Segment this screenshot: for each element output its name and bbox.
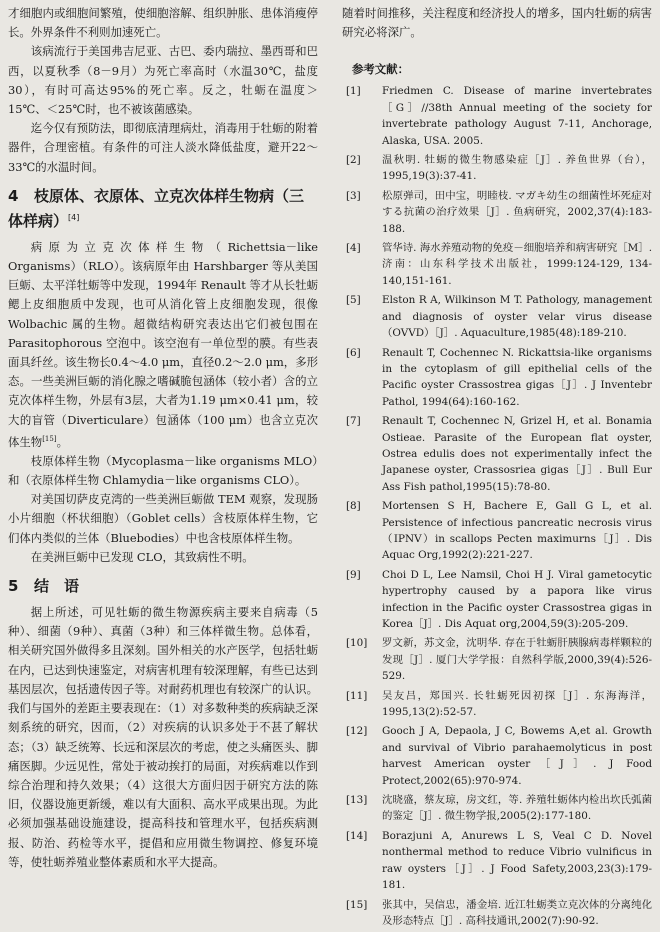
paragraph — [8, 238, 318, 452]
reference-text: 罗文新，苏文金，沈明华. 存在于牡蛎肝胰腺病毒样颗粒的发现［J］. 厦门大学学报：自然科学版,2000,39(4):526-529. — [382, 637, 652, 683]
paragraph-text: 。 — [56, 434, 68, 449]
reference-item — [342, 152, 652, 185]
reference-text: Elston R A, Wilkinson M T. Pathology, management and diagnosis of oyster velar virus disease（OVVD）［J］. Aquaculture,1985(48):189-210. — [382, 294, 652, 340]
reference-number: [4] — [346, 242, 361, 255]
references-title: 参考文献： — [352, 62, 409, 77]
reference-number: [12] — [346, 725, 368, 738]
section-title: 结 语 — [34, 577, 80, 596]
paragraph: 才细胞内或细胞间繁殖，使细胞溶解、组织肿胀、患体消瘦停长。外界条件不利则加速死亡。 — [8, 6, 318, 40]
paragraph: 迄今仅有预防法，即彻底清理病灶，消毒用于牡蛎的附着器件，合理密植。有条件的可注人淡水降低盐度，避开22～33℃的水温时间。 — [8, 121, 318, 174]
left-column — [8, 4, 318, 872]
reference-number: [14] — [346, 829, 368, 842]
reference-text: 沈晓盛，蔡友琼，房文红，等. 养殖牡蛎体内检出坎氏弧菌的鉴定［J］. 微生物学报,2005(2):177-180. — [382, 794, 652, 823]
reference-item — [342, 498, 652, 564]
reference-item — [342, 345, 652, 411]
section-heading-4 — [8, 185, 318, 232]
reference-number: [7] — [346, 415, 361, 428]
reference-text: 张其中，吴信忠，潘金培. 近江牡蛎类立克次体的分离纯化及形态特点［J］. 高科技通讯,2002(7):90-92. — [382, 898, 652, 927]
reference-number: [6] — [346, 346, 361, 359]
section-number: 5 — [8, 577, 19, 596]
citation: [15] — [42, 434, 57, 443]
reference-text: 松原弹司，田中宝，明睦枝. マガキ幼生の细菌性坏死症对する抗菌の治疗效果［J］. 鱼病研究，2002,37(4):183-188. — [382, 189, 652, 235]
citation: [4] — [68, 212, 80, 222]
reference-item — [342, 83, 652, 149]
paragraph-text: 病原为立克次体样生物（Richettsia－like Organisms）（RLO）。该病原年由 Harshbarger 等从美国巨蛎、太平洋牡蛎等中发现，1994年 Renault 等才从长牡蛎鳃上皮细胞质中发现，也可从消化管上皮细胞发现，很像 Wolbachic 属的生物。超微结构研究表达出它们被包围在 Parasitophorous 空泡中。该空泡有一单位型的膜。有些表面具纤丝。该生物长0.4～4.0 μm，直径0.2～2.0 μm，多形态。一些美洲巨蛎的消化腺之嗜碱脆包涵体（较小者）含的立克次体样生物，外层有3层，大者为1.19 μm×0.41 μm，较大的盲管（Diverticulare）包涵体（100 μm）也含立克次体生物 — [8, 239, 318, 449]
paragraph: 随着时间推移，关注程度和经济投人的增多，国内牡蛎的病害研究必将深广。 — [342, 6, 652, 40]
reference-number: [5] — [346, 294, 361, 307]
reference-number: [1] — [346, 85, 361, 98]
reference-item — [342, 567, 652, 633]
section-number: 4 — [8, 186, 19, 205]
reference-number: [10] — [346, 637, 368, 650]
reference-item — [342, 188, 652, 237]
reference-item — [342, 688, 652, 721]
section-heading-5 — [8, 575, 318, 597]
reference-text: Friedmen C. Disease of marine invertebrates［G］//38th Annual meeting of the society for invertebrate pathology August 7-11, Anchorage, Alaska, USA. 2005. — [382, 85, 652, 147]
reference-number: [15] — [346, 898, 368, 911]
reference-number: [13] — [346, 794, 368, 807]
reference-item — [342, 240, 652, 289]
reference-text: Renault T, Cochennec N, Grizel H, et al. Bonamia Ostieae. Parasite of the European flat oyster, Ostrea edulis does not experimentally infect the Japanese oyster, Crassosriea gigas［J］. Bull Eur Ass Fish pathol,1995(15):78-80. — [382, 415, 652, 493]
reference-item — [342, 635, 652, 684]
reference-text: Renault T, Cochennec N. Rickattsia-like organisms in the cytoplasm of gill epithelial cells of the Pacific oyster Crassostrea gigas［J］. J Inventebr Pathol, 1994(64):160-162. — [382, 346, 652, 408]
reference-item — [342, 413, 652, 495]
reference-text: Mortensen S H, Bachere E, Gall G L, et al. Persistence of infectious pancreatic necrosis virus（IPNV）in scallops Pecten maximurns［J］. Dis Aquac Org,1992(2):221-227. — [382, 500, 652, 562]
right-column — [342, 4, 652, 932]
reference-item — [342, 723, 652, 789]
reference-text: 管华诗. 海水养殖动物的免疫－细胞培养和病害研究［M］. 济南：山东科学技术出版社，1999:124-129, 134-140,151-161. — [382, 242, 652, 287]
reference-number: [3] — [346, 189, 361, 202]
reference-text: Borazjuni A, Anurews L S, Veal C D. Novel nonthermal method to reduce Vibrio vulnificus in raw oysters［J］. J Food Safety,2003,23(3):179-181. — [382, 829, 652, 892]
reference-item — [342, 792, 652, 825]
reference-text: Gooch J A, Depaola, J C, Bowems A,et al. Growth and survival of Vibrio parahaemolyticus in post harvest American oyster［J］. J Food Protect,2002(65):970-974. — [382, 725, 652, 787]
paragraph: 该病流行于美国弗吉尼亚、古巴、委内瑞拉、墨西哥和巴西，以夏秋季（8－9月）为死亡率高时（水温30℃，盐度30），有时可高达95%的死亡率。反之，牡蛎在温度＞15℃、＜25℃时，也不被该菌感染。 — [8, 44, 318, 117]
reference-text: 吴友吕，郑国兴. 长牡蛎死因初探［J］. 东海海洋，1995,13(2):52-57. — [382, 689, 652, 719]
reference-number: [9] — [346, 568, 361, 581]
reference-item — [342, 897, 652, 930]
paragraph: 对美国切萨皮克湾的一些美洲巨蛎做 TEM 观察，发现肠小片细胞（杯状细胞）（Goblet cells）含枝原体样生物，它们体内类似的兰体（Bluebodies）中也含枝原体样生物。 — [8, 492, 318, 545]
reference-number: [2] — [346, 154, 361, 167]
reference-item — [342, 292, 652, 341]
reference-number: [11] — [346, 689, 368, 702]
section-title: 枝原体、衣原体、立克次体样生物病（三体样病） — [8, 186, 305, 230]
paragraph: 据上所述，可见牡蛎的微生物源疾病主要来自病毒（5种）、细菌（9种）、真菌（3种）和三体样微生物。总体看，相关研究国外做得多且深刻。国外相关的水产医学，包括牡蛎在内，已达到快速鉴定，对病害机理有较深理解，有些已达到基因层次，包括遗传因子等。对耐药机理也有较深广的认识。我们与国外的差距主要表现在：（1）对多数种类的疾病缺乏深刻系统的研究，因而，（2）对疾病的认识多处于不甚了解状态；（3）缺乏统筹、长远和深层次的考虑，使之头痛医头、脚痛医脚。少远见性，常处于被动挨打的局面，对疾病难以作到综合治理和持久效果；（4）这很大方面归因于研究方法的陈旧，仪器设施更新缓，难以有大面积、高水平成果出现。为此必须加强基础设施建设，提高科技和管理水平，包括疾病测报、防治、药检等水平，提倡和应用微生物调控、修复环境等，使牡蛎养殖业整体素质和水平大提高。 — [8, 605, 318, 869]
paragraph: 在美洲巨蛎中已发现 CLO，其致病性不明。 — [30, 549, 254, 564]
paragraph: 枝原体样生物（Mycoplasma－like organisms MLO）和（衣原体样生物 Chlamydia－like organisms CLO）。 — [8, 453, 318, 488]
reference-item — [342, 828, 652, 894]
reference-text: 温秋明. 牡蛎的微生物感染症［J］. 养鱼世界（台），1995,19(3):37-41. — [382, 154, 652, 183]
reference-list — [342, 83, 652, 929]
reference-number: [8] — [346, 500, 361, 513]
reference-text: Choi D L, Lee Namsil, Choi H J. Viral gametocytic hypertrophy caused by a papora like virus infection in the Pacific oyster Crassostrea gigas in Korea［J］. Dis Aquat org,2004,59(3):205-209. — [382, 568, 652, 630]
